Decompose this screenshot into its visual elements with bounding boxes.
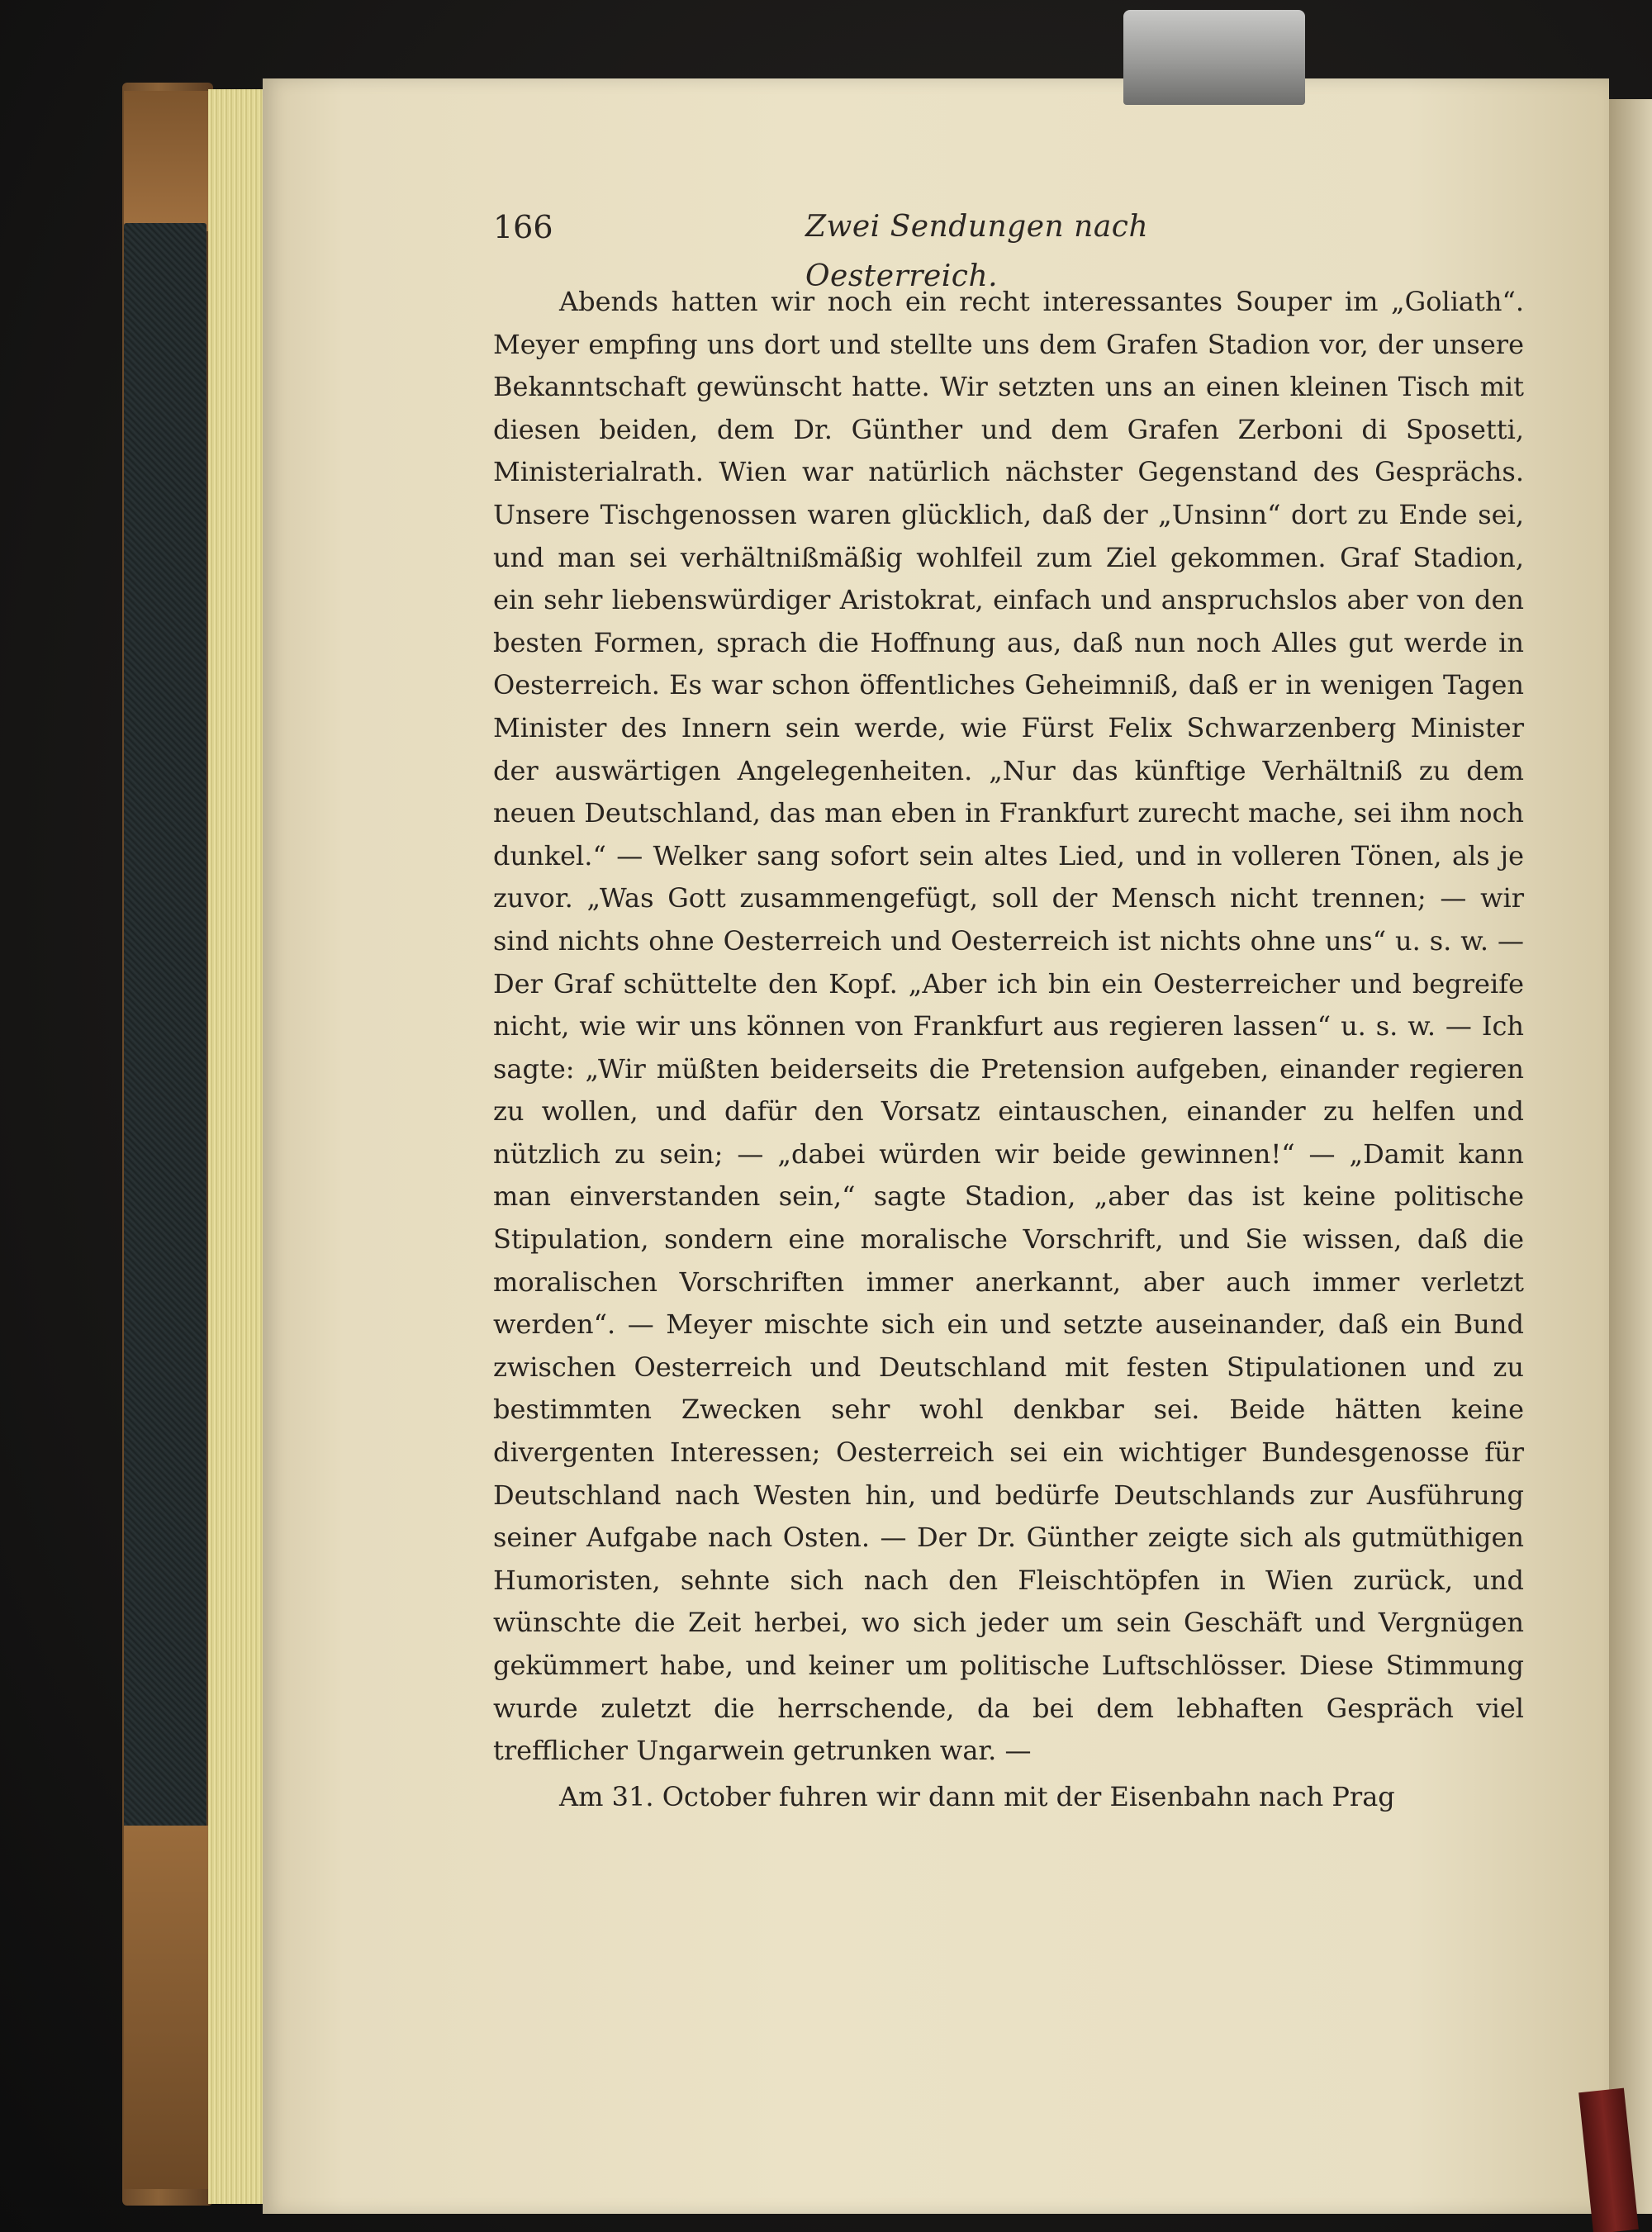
facing-page-edge xyxy=(1609,99,1652,2214)
page-clip xyxy=(1123,10,1305,105)
page-block-edges xyxy=(208,89,266,2204)
running-head: Zwei Sendungen nach Oesterreich. xyxy=(805,210,1149,293)
paragraph: Am 31. October fuhren wir dann mit der Eisenbahn nach Prag xyxy=(559,1780,1395,1812)
cover-leather-corner-top xyxy=(124,91,211,231)
cover-leather-corner-bottom xyxy=(124,1826,211,2189)
paragraph: Abends hatten wir noch ein recht interessantes Souper im „Goliath“. Meyer empfing uns dort und stellte uns dem Grafen Stadion vor, der unsere Bekanntschaft gewünscht hatte. Wir setzten uns an einen kleinen Tisch mit diesen beiden, dem Dr. Günther und dem Grafen Zerboni di Sposetti, Ministerialrath. Wien war natürlich nächster Gegenstand des Gesprächs. Unsere Tischgenossen waren glücklich, daß der „Unsinn“ dort zu Ende sei, und man sei verhältnißmäßig wohlfeil zum Ziel gekommen. Graf Stadion, ein sehr liebenswürdiger Aristokrat, einfach und anspruchslos aber von den besten Formen, sprach die Hoffnung aus, daß nun noch Alles gut werde in Oesterreich. Es war schon öffentliches Geheimniß, daß er in wenigen Tagen Minister des Innern sein werde, wie Fürst Felix Schwarzenberg Minister der auswärtigen Angelegenheiten. „Nur das künftige Verhältniß zu dem neuen Deutschland, das man eben in Frankfurt zurecht mache, sei ihm noch dunkel.“ — Welker sang sofort sein altes Lied, und in volleren Tönen, als je zuvor. „Was Gott zusammengefügt, soll der Mensch nicht trennen; — wir sind nichts ohne Oesterreich und Oesterreich ist nichts ohne uns“ u. s. w. — Der Graf schüttelte den Kopf. „Aber ich bin ein Oesterreicher und begreife nicht, wie wir uns können von Frankfurt aus regieren lassen“ u. s. w. — Ich sagte: „Wir müßten beiderseits die Pretension aufgeben, einander regieren zu wollen, und dafür den Vorsatz eintauschen, einander zu helfen und nützlich zu sein; — „dabei würden wir beide gewinnen!“ — „Damit kann man einverstanden sein,“ sagte Stadion, „aber das ist keine politische Stipulation, sondern eine moralische Vorschrift, und Sie wissen, daß die moralischen Vorschriften immer anerkannt, aber auch immer verletzt werden“. — Meyer mischte sich ein und setzte auseinander, daß ein Bund zwischen Oesterreich und Deutschland mit festen Stipulationen und zu bestimmten Zwecken sehr wohl denkbar sei. Beide hätten keine divergenten Interessen; Oesterreich sei ein wichtiger Bundesgenosse für Deutschland nach Westen hin, und bedürfe Deutschlands zur Ausführung seiner Aufgabe nach Osten. — Der Dr. Günther zeigte sich als gutmüthigen Humoristen, sehnte sich nach den Fleischtöpfen in Wien zurück, und wünschte die Zeit herbei, wo sich jeder um sein Geschäft und Vergnügen gekümmert habe, und keiner um politische Luftschlösser. Diese Stimmung wurde zuletzt die herrschende, da bei dem lebhaften Gespräch viel trefflicher Ungarwein getrunken war. — xyxy=(493,286,1524,1767)
body-text xyxy=(493,281,1524,1818)
cover-cloth xyxy=(124,223,206,1834)
page-number: 166 xyxy=(493,209,553,245)
